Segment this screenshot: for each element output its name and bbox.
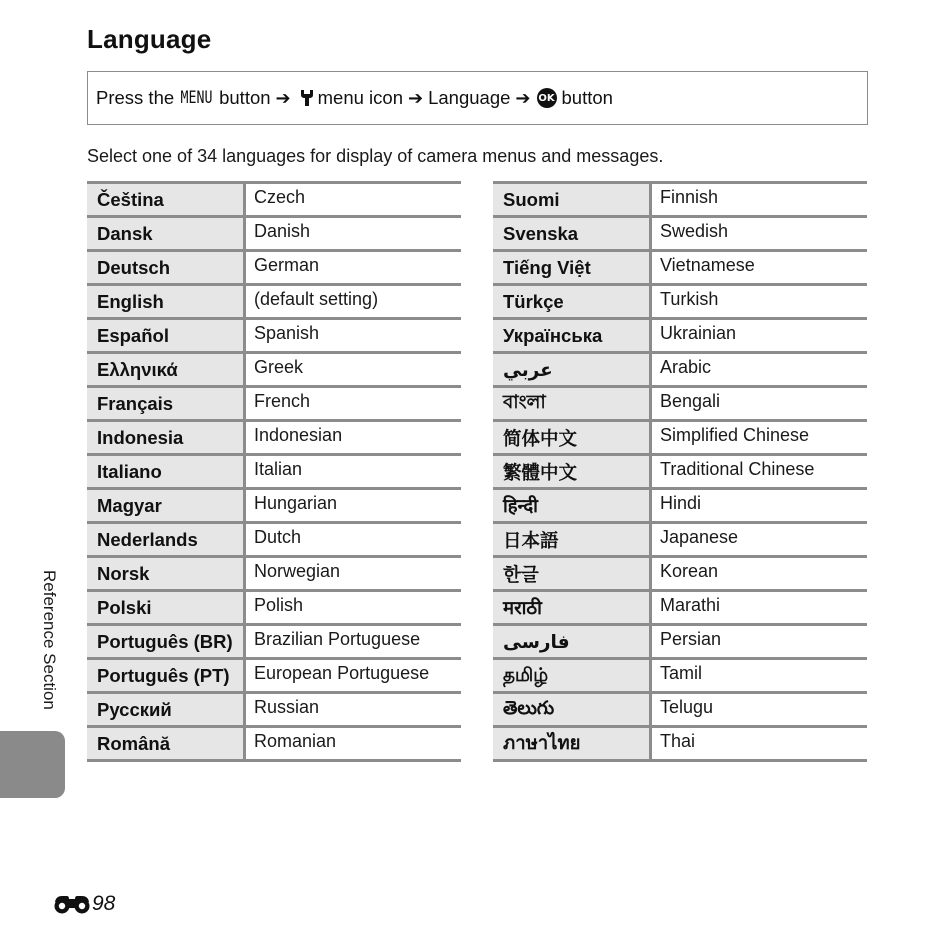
language-english-name: Hindi	[660, 493, 702, 513]
table-row	[87, 252, 461, 286]
language-native-name: Română	[87, 728, 246, 759]
language-english-name: Arabic	[660, 357, 712, 377]
language-english-name: Thai	[660, 731, 696, 751]
table-row	[87, 456, 461, 490]
language-english-name: Dutch	[254, 527, 302, 547]
table-row	[493, 354, 867, 388]
language-english-name: French	[254, 391, 311, 411]
table-row	[493, 456, 867, 490]
table-row	[87, 558, 461, 592]
language-native-name: தமிழ்	[493, 660, 652, 691]
table-row	[87, 184, 461, 218]
language-english-name: Traditional Chinese	[660, 459, 815, 479]
language-english-name: Korean	[660, 561, 719, 581]
language-native-name: Français	[87, 388, 246, 419]
language-native-name: 日本語	[493, 524, 652, 555]
language-native-name: Português (BR)	[87, 626, 246, 657]
table-row	[493, 694, 867, 728]
language-native-name: Español	[87, 320, 246, 351]
language-native-name: Русский	[87, 694, 246, 725]
arrow-icon: ➔	[515, 87, 531, 108]
language-english-name: Russian	[254, 697, 320, 717]
language-native-name: Português (PT)	[87, 660, 246, 691]
language-english-name: Swedish	[660, 221, 729, 241]
table-row	[87, 490, 461, 524]
table-row	[493, 660, 867, 694]
language-native-name: Polski	[87, 592, 246, 623]
table-row	[87, 694, 461, 728]
language-native-name: Italiano	[87, 456, 246, 487]
language-native-name: Magyar	[87, 490, 246, 521]
language-native-name: Norsk	[87, 558, 246, 589]
language-english-name: German	[254, 255, 320, 275]
language-english-name: Ukrainian	[660, 323, 737, 343]
language-native-name: తెలుగు	[493, 694, 652, 725]
table-row	[87, 524, 461, 558]
language-english-name: Vietnamese	[660, 255, 755, 275]
language-english-name: Norwegian	[254, 561, 341, 581]
page-title: Language	[87, 24, 212, 54]
nav-button-end-text: button	[561, 87, 613, 108]
language-native-name: 繁體中文	[493, 456, 652, 487]
table-row	[87, 626, 461, 660]
language-native-name: Deutsch	[87, 252, 246, 283]
language-native-name: Ελληνικά	[87, 354, 246, 385]
language-native-name: বাংলা	[493, 388, 652, 419]
table-row	[493, 218, 867, 252]
table-row	[493, 388, 867, 422]
arrow-icon: ➔	[408, 87, 424, 108]
language-english-name: Greek	[254, 357, 304, 377]
language-english-name: Spanish	[254, 323, 320, 343]
nav-button-text: button	[219, 87, 271, 108]
language-english-name: Persian	[660, 629, 722, 649]
language-english-name: Polish	[254, 595, 304, 615]
table-row	[493, 184, 867, 218]
side-section-label	[35, 570, 59, 720]
table-row	[493, 592, 867, 626]
language-native-name: Nederlands	[87, 524, 246, 555]
language-english-name: Marathi	[660, 595, 721, 615]
language-native-name: मराठी	[493, 592, 652, 623]
side-label-text: Reference Section	[40, 570, 59, 710]
language-native-name: हिन्दी	[493, 490, 652, 521]
language-english-name: Danish	[254, 221, 311, 241]
table-row	[493, 490, 867, 524]
language-english-name: Simplified Chinese	[660, 425, 810, 445]
intro-text: Select one of 34 languages for display of camera menus and messages.	[87, 146, 664, 166]
language-english-name: Telugu	[660, 697, 714, 717]
language-native-name: ภาษาไทย	[493, 728, 652, 759]
table-row	[493, 422, 867, 456]
nav-language-text: Language	[428, 87, 511, 108]
arrow-icon: ➔	[275, 87, 291, 108]
menu-button-glyph: MENU	[180, 88, 213, 108]
language-english-name: Bengali	[660, 391, 721, 411]
language-native-name: Suomi	[493, 184, 652, 215]
table-row	[87, 286, 461, 320]
table-row	[87, 388, 461, 422]
binoculars-icon	[53, 893, 91, 915]
language-english-name: Finnish	[660, 187, 719, 207]
language-english-name: (default setting)	[254, 289, 379, 309]
table-row	[87, 660, 461, 694]
language-english-name: Japanese	[660, 527, 739, 547]
ok-button-icon: OK	[537, 88, 557, 108]
table-row	[87, 422, 461, 456]
table-row	[493, 524, 867, 558]
table-row	[87, 354, 461, 388]
language-english-name: Romanian	[254, 731, 337, 751]
language-native-name: English	[87, 286, 246, 317]
language-native-name: Українська	[493, 320, 652, 351]
page-footer	[53, 892, 115, 916]
language-english-name: Brazilian Portuguese	[254, 629, 421, 649]
language-native-name: Svenska	[493, 218, 652, 249]
table-row	[493, 286, 867, 320]
table-row	[87, 728, 461, 762]
table-row	[493, 626, 867, 660]
language-english-name: European Portuguese	[254, 663, 430, 683]
navigation-instruction-box	[87, 71, 868, 125]
language-native-name: 한글	[493, 558, 652, 589]
language-table-left	[87, 181, 461, 762]
language-english-name: Czech	[254, 187, 306, 207]
language-native-name: Tiếng Việt	[493, 252, 652, 283]
table-row	[87, 320, 461, 354]
wrench-icon	[300, 89, 314, 107]
section-tab	[0, 731, 65, 798]
language-native-name: عربي	[493, 354, 652, 385]
language-native-name: Indonesia	[87, 422, 246, 453]
table-row	[87, 592, 461, 626]
table-row	[493, 252, 867, 286]
table-row	[493, 320, 867, 354]
table-row	[87, 218, 461, 252]
language-native-name: Čeština	[87, 184, 246, 215]
language-english-name: Turkish	[660, 289, 719, 309]
table-row	[493, 558, 867, 592]
language-native-name: 简体中文	[493, 422, 652, 453]
language-native-name: Türkçe	[493, 286, 652, 317]
language-native-name: Dansk	[87, 218, 246, 249]
language-native-name: فارسی	[493, 626, 652, 657]
nav-menu-icon-text: menu icon	[317, 87, 403, 108]
language-english-name: Indonesian	[254, 425, 343, 445]
language-english-name: Hungarian	[254, 493, 338, 513]
page-number: 98	[92, 892, 116, 915]
nav-press-text: Press the	[96, 87, 175, 108]
language-table-right	[493, 181, 867, 762]
language-english-name: Tamil	[660, 663, 703, 683]
language-english-name: Italian	[254, 459, 303, 479]
table-row	[493, 728, 867, 762]
